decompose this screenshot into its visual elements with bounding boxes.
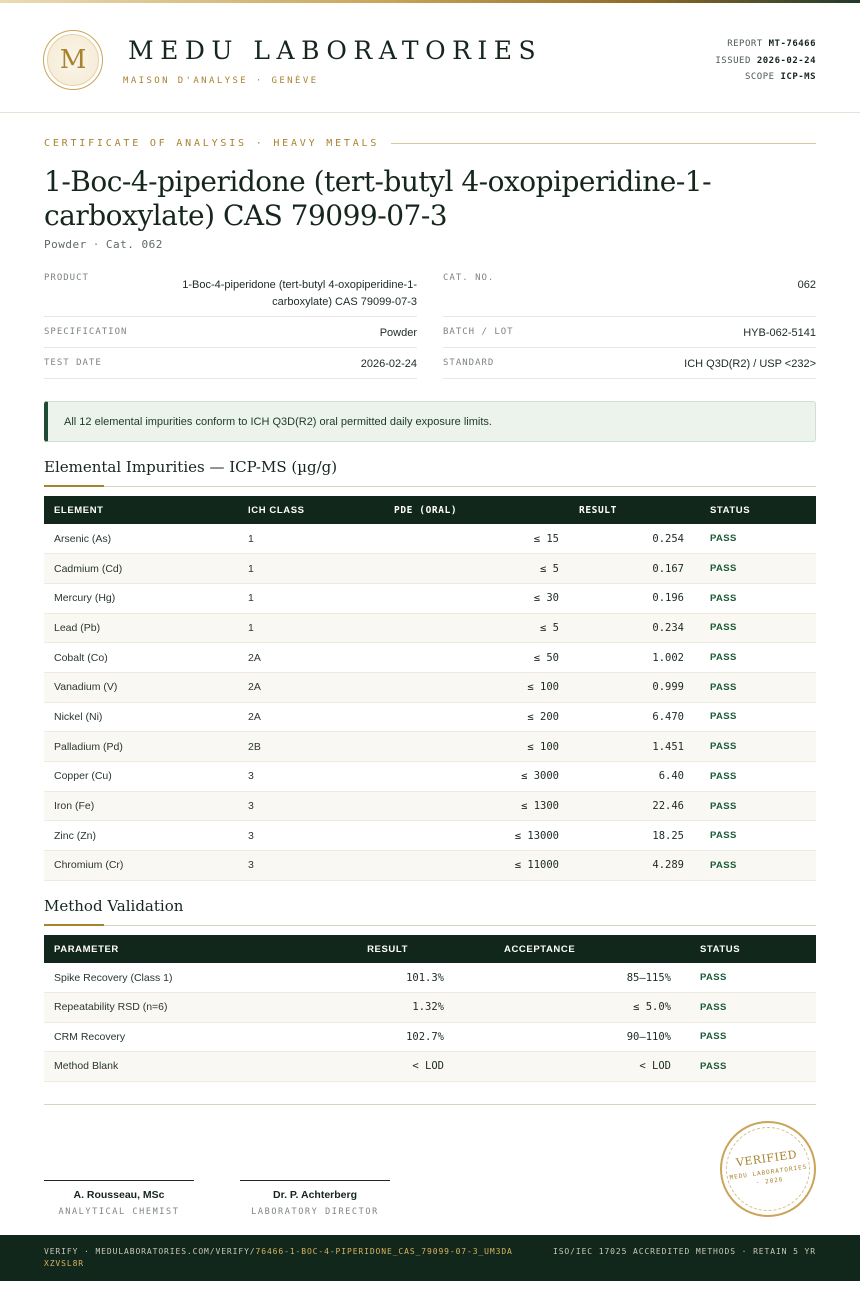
element-name: Iron (Fe) <box>54 800 95 813</box>
pde-limit: ≤ 100 <box>527 740 559 753</box>
acceptance-criteria: ≤ 5.0% <box>633 1001 671 1014</box>
result-value: 0.254 <box>652 532 684 545</box>
ich-class: 1 <box>248 592 254 605</box>
result-value: 0.167 <box>652 562 684 575</box>
table-row <box>44 963 816 993</box>
pde-limit: ≤ 15 <box>533 532 559 545</box>
verify-link[interactable]: VERIFY · MEDULABORATORIES.COM/VERIFY/76466-1-BOC-4-PIPERIDONE_CAS_79099-07-3_UM3DAXZVSL8R <box>44 1247 513 1268</box>
verified-seal <box>720 1121 816 1217</box>
validation-section-title: Method Validation <box>44 897 184 915</box>
info-row-test-date: TEST DATE 2026-02-24 <box>44 348 417 379</box>
pde-limit: ≤ 5 <box>540 562 559 575</box>
col-element: ELEMENT <box>54 504 104 516</box>
acceptance-criteria: 90–110% <box>626 1030 671 1043</box>
table-row <box>44 672 816 702</box>
element-name: Copper (Cu) <box>54 770 112 783</box>
ich-class: 2A <box>248 710 261 723</box>
pde-limit: ≤ 100 <box>527 681 559 694</box>
info-column-left <box>44 271 417 379</box>
acceptance-criteria: 85–115% <box>626 971 671 984</box>
page-footer <box>0 1235 860 1281</box>
table-row <box>44 524 816 554</box>
table-row <box>44 791 816 821</box>
validation-section-rule <box>44 925 816 926</box>
acceptance-criteria: < LOD <box>639 1060 671 1073</box>
col-acceptance: ACCEPTANCE <box>504 943 576 955</box>
pde-limit: ≤ 13000 <box>514 829 559 842</box>
parameter-name: Repeatability RSD (n=6) <box>54 1001 168 1014</box>
result-value: 6.40 <box>658 770 684 783</box>
report-meta <box>715 36 816 86</box>
ich-class: 2B <box>248 740 261 753</box>
parameter-name: Spike Recovery (Class 1) <box>54 971 173 984</box>
product-subtitle: Powder · Cat. 062 <box>44 238 163 251</box>
table-row <box>44 613 816 643</box>
scope: SCOPE ICP-MS <box>744 72 816 82</box>
table-row <box>44 702 816 732</box>
validation-result: 102.7% <box>406 1030 444 1043</box>
impurities-header-row <box>44 496 816 524</box>
table-row <box>44 554 816 584</box>
table-row <box>44 821 816 851</box>
ich-class: 2A <box>248 651 261 664</box>
status-badge: PASS <box>700 1060 727 1072</box>
conformance-banner: All 12 elemental impurities conform to ICH Q3D(R2) oral permitted daily exposure limits. <box>44 401 816 442</box>
table-row <box>44 762 816 792</box>
result-value: 18.25 <box>652 829 684 842</box>
ich-class: 3 <box>248 859 254 872</box>
brand-name: MEDU LABORATORIES <box>128 36 543 65</box>
element-name: Arsenic (As) <box>54 532 112 545</box>
status-badge: PASS <box>700 1031 727 1043</box>
document-eyebrow: CERTIFICATE OF ANALYSIS · HEAVY METALS <box>44 138 816 149</box>
col-pde: PDE (ORAL) <box>394 504 458 516</box>
parameter-name: CRM Recovery <box>54 1030 126 1043</box>
seal-subtitle: MEDU LABORATORIES · 2026 <box>729 1163 808 1187</box>
status-badge: PASS <box>710 800 737 812</box>
status-badge: PASS <box>710 770 737 782</box>
accreditation-note: ISO/IEC 17025 ACCREDITED METHODS · RETAIN 5 YR <box>553 1247 816 1256</box>
table-row <box>44 643 816 673</box>
status-badge: PASS <box>710 741 737 753</box>
element-name: Chromium (Cr) <box>54 859 124 872</box>
info-row-standard: STANDARD ICH Q3D(R2) / USP <232> <box>443 348 816 379</box>
element-name: Lead (Pb) <box>54 621 101 634</box>
info-row-batch: BATCH / LOT HYB-062-5141 <box>443 317 816 348</box>
pde-limit: ≤ 200 <box>527 710 559 723</box>
element-name: Palladium (Pd) <box>54 740 123 753</box>
impurities-table <box>44 496 816 881</box>
status-badge: PASS <box>710 622 737 634</box>
col-val-result: RESULT <box>367 943 408 955</box>
status-badge: PASS <box>710 859 737 871</box>
validation-result: 1.32% <box>412 1001 444 1014</box>
col-val-status: STATUS <box>700 943 741 955</box>
signatory-role: LABORATORY DIRECTOR <box>251 1207 379 1217</box>
validation-header-row <box>44 935 816 963</box>
lab-logo <box>43 30 103 90</box>
validation-table <box>44 935 816 1082</box>
pde-limit: ≤ 5 <box>540 621 559 634</box>
logo-monogram: M <box>47 34 99 86</box>
product-value: 1-Boc-4-piperidone (tert-butyl 4-oxopiperidine-1-carboxylate) CAS 79099-07-3 <box>182 279 417 308</box>
result-value: 0.196 <box>652 592 684 605</box>
result-value: 1.451 <box>652 740 684 753</box>
pde-limit: ≤ 11000 <box>514 859 559 872</box>
status-badge: PASS <box>710 681 737 693</box>
signature-divider <box>44 1104 816 1105</box>
status-badge: PASS <box>710 830 737 842</box>
ich-class: 1 <box>248 621 254 634</box>
info-row-specification: SPECIFICATION Powder <box>44 317 417 348</box>
validation-result: 101.3% <box>406 971 444 984</box>
validation-result: < LOD <box>412 1060 444 1073</box>
status-badge: PASS <box>710 533 737 545</box>
pde-limit: ≤ 30 <box>533 592 559 605</box>
status-badge: PASS <box>700 1001 727 1013</box>
page-title: 1-Boc-4-piperidone (tert-butyl 4-oxopiperidine-1-carboxylate) CAS 79099-07-3 <box>44 165 712 232</box>
verify-code: 76466-1-BOC-4-PIPERIDONE_CAS_79099-07-3_UM3DAXZVSL8R <box>44 1247 513 1268</box>
seal-title: VERIFIED <box>735 1147 798 1170</box>
status-badge: PASS <box>710 711 737 723</box>
element-name: Nickel (Ni) <box>54 710 103 723</box>
report-number: REPORT MT-76466 <box>727 39 816 49</box>
status-badge: PASS <box>710 592 737 604</box>
info-row-catalog: CAT. NO. 062 <box>443 271 816 317</box>
result-value: 6.470 <box>652 710 684 723</box>
info-column-right <box>443 271 816 379</box>
element-name: Zinc (Zn) <box>54 829 96 842</box>
signatory-role: ANALYTICAL CHEMIST <box>58 1207 180 1217</box>
table-row <box>44 851 816 881</box>
status-badge: PASS <box>700 972 727 983</box>
pde-limit: ≤ 1300 <box>521 800 559 813</box>
result-value: 4.289 <box>652 859 684 872</box>
result-value: 0.999 <box>652 681 684 694</box>
issued-date: ISSUED 2026-02-24 <box>715 55 816 66</box>
col-ich-class: ICH CLASS <box>248 504 305 516</box>
signature-chemist <box>44 1180 194 1217</box>
col-result: RESULT <box>579 504 617 516</box>
table-row <box>44 1022 816 1052</box>
col-status: STATUS <box>710 504 751 516</box>
info-row-product: PRODUCT 1-Boc-4-piperidone (tert-butyl 4-oxopiperidine-1-carboxylate) CAS 79099-07-3 <box>44 271 417 317</box>
ich-class: 3 <box>248 800 254 813</box>
element-name: Cobalt (Co) <box>54 651 108 664</box>
result-value: 1.002 <box>652 651 684 664</box>
result-value: 0.234 <box>652 621 684 634</box>
parameter-name: Method Blank <box>54 1060 119 1073</box>
ich-class: 3 <box>248 770 254 783</box>
page-header <box>0 3 860 113</box>
impurities-section-title: Elemental Impurities — ICP-MS (µg/g) <box>44 458 338 476</box>
ich-class: 2A <box>248 681 261 694</box>
table-row <box>44 993 816 1023</box>
pde-limit: ≤ 50 <box>533 651 559 664</box>
status-badge: PASS <box>710 563 737 575</box>
status-badge: PASS <box>710 652 737 664</box>
ich-class: 1 <box>248 562 254 575</box>
col-parameter: PARAMETER <box>54 943 119 955</box>
table-row <box>44 732 816 762</box>
table-row <box>44 1052 816 1082</box>
table-row <box>44 583 816 613</box>
element-name: Vanadium (V) <box>54 681 118 694</box>
element-name: Cadmium (Cd) <box>54 562 123 575</box>
brand-tagline: MAISON D'ANALYSE · GENÈVE <box>123 76 319 86</box>
signatory-name: A. Rousseau, MSc <box>73 1189 165 1201</box>
signatory-name: Dr. P. Achterberg <box>272 1189 358 1201</box>
signature-director <box>240 1180 390 1217</box>
ich-class: 3 <box>248 829 254 842</box>
result-value: 22.46 <box>652 800 684 813</box>
element-name: Mercury (Hg) <box>54 592 116 605</box>
pde-limit: ≤ 3000 <box>521 770 559 783</box>
ich-class: 1 <box>248 532 254 545</box>
impurities-section-rule <box>44 486 816 487</box>
